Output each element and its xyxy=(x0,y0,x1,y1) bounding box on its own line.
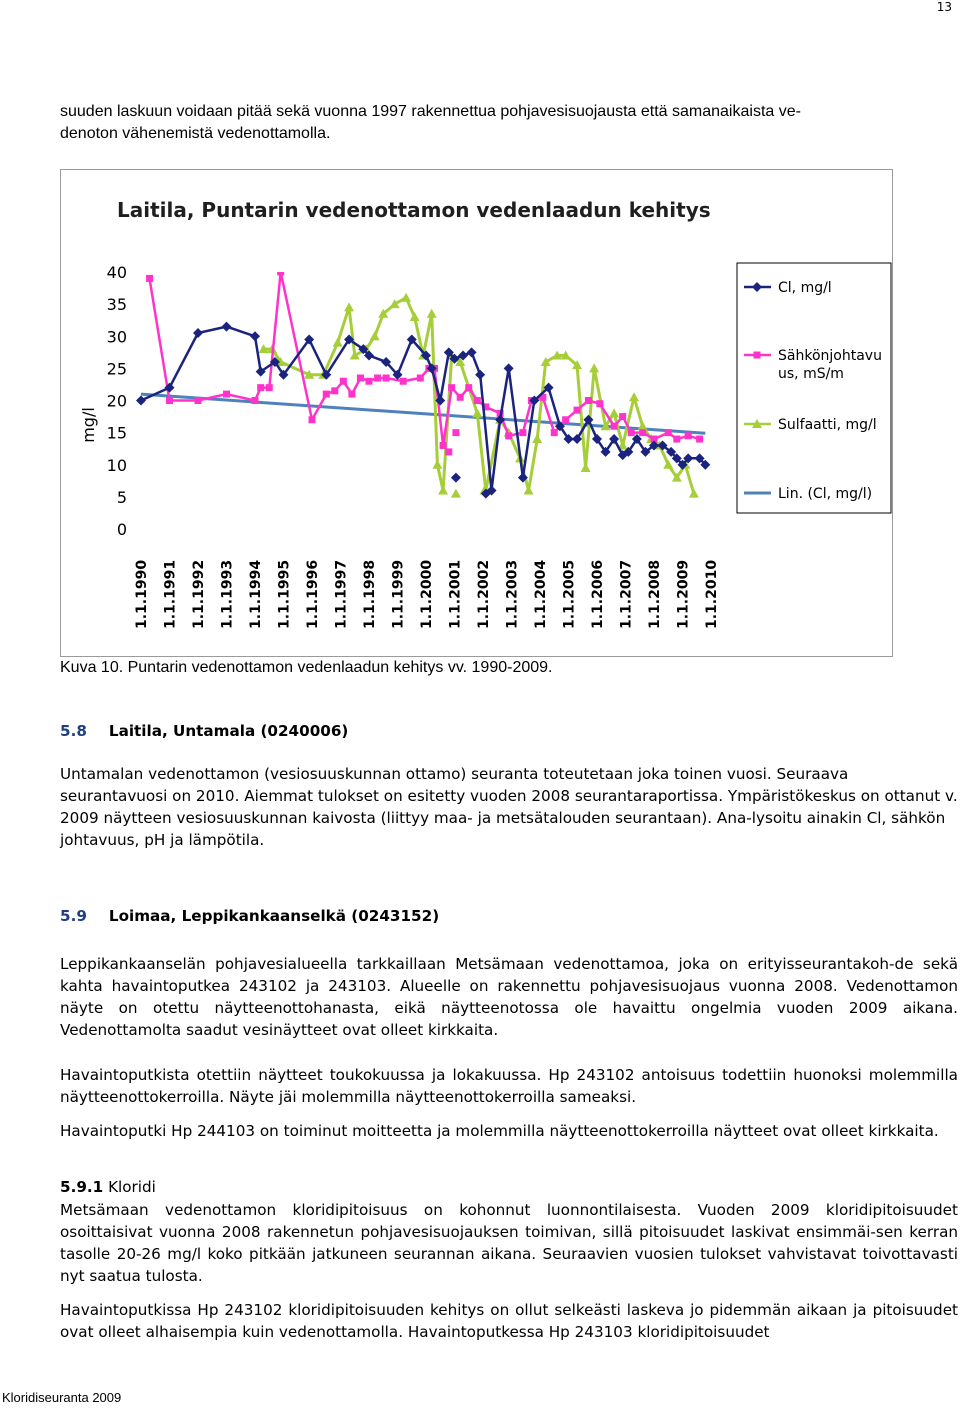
figure-caption: Kuva 10. Puntarin vedenottamon vedenlaadun kehitys vv. 1990-2009. xyxy=(60,659,553,676)
data-point xyxy=(383,375,390,382)
y-tick-label: 35 xyxy=(106,295,127,315)
data-point xyxy=(252,397,259,404)
data-point xyxy=(400,378,407,385)
data-point xyxy=(596,400,603,407)
x-tick-label: 1.1.2003 xyxy=(504,559,521,629)
data-point xyxy=(628,429,635,436)
data-point xyxy=(331,387,338,394)
data-point xyxy=(374,375,381,382)
data-point xyxy=(166,397,173,404)
x-axis-ticks xyxy=(134,560,720,629)
data-point xyxy=(639,429,646,436)
data-point xyxy=(223,391,230,398)
data-point xyxy=(505,432,512,439)
data-point xyxy=(532,434,542,443)
data-point xyxy=(445,448,452,455)
page-number: 13 xyxy=(936,0,952,14)
x-tick-label: 1.1.1994 xyxy=(248,559,264,629)
data-point xyxy=(581,463,591,472)
x-tick-label: 1.1.2009 xyxy=(675,559,692,629)
data-point xyxy=(673,436,680,443)
data-point xyxy=(585,397,592,404)
y-tick-label: 0 xyxy=(116,520,127,539)
data-point xyxy=(370,331,380,340)
x-tick-label: 1.1.1999 xyxy=(390,559,407,629)
data-point xyxy=(589,363,599,372)
data-point xyxy=(250,331,260,341)
data-point xyxy=(467,347,477,357)
y-tick-label: 30 xyxy=(106,327,127,347)
section-5-9-paragraph-2: Havaintoputkista otettiin näytteet toukokuussa ja lokakuussa. Hp 243102 antoisuus todettiin huonoksi molemmilla näytteenottokerroilla. Näyte jäi molemmilla näytteenottokerroilla sameaksi. xyxy=(60,1066,958,1106)
data-point xyxy=(136,396,146,406)
data-point xyxy=(665,429,672,436)
section-number: 5.9 xyxy=(60,907,87,925)
chart-frame xyxy=(60,169,893,657)
data-point xyxy=(583,415,593,425)
data-point xyxy=(195,397,202,404)
data-point xyxy=(551,429,558,436)
intro-paragraph: suuden laskuun voidaan pitää sekä vuonna 1997 rakennettua pohjavesisuojausta että samanaikaista ve- denoton vähenemistä vedenottamolla. xyxy=(60,103,801,142)
data-point xyxy=(427,309,437,318)
data-point xyxy=(609,408,619,417)
data-point xyxy=(344,302,354,311)
x-tick-label: 1.1.1993 xyxy=(219,559,236,629)
legend-box xyxy=(737,263,891,513)
data-point xyxy=(340,378,347,385)
data-point xyxy=(562,416,569,423)
section-5-8-heading xyxy=(60,722,348,740)
data-point xyxy=(619,413,626,420)
data-point xyxy=(440,442,447,449)
y-tick-label: 15 xyxy=(106,423,127,443)
data-point xyxy=(451,489,461,498)
data-point xyxy=(333,338,343,347)
subsection-title: Kloridi xyxy=(108,1178,156,1196)
data-point xyxy=(472,408,482,417)
data-point xyxy=(438,485,448,494)
series-line xyxy=(141,327,705,491)
section-5-9-paragraph-3: Havaintoputki Hp 244103 on toiminut moitteetta ja molemmilla näytteenottokerroilla näytteet ovat olleet kirkkaita. xyxy=(60,1122,939,1140)
x-tick-label: 1.1.2002 xyxy=(476,559,492,629)
data-point xyxy=(685,432,692,439)
data-point xyxy=(448,384,455,391)
series-diamond xyxy=(136,322,710,499)
data-point xyxy=(193,328,203,338)
legend-label: Lin. (Cl, mg/l) xyxy=(778,486,873,502)
data-point xyxy=(574,407,581,414)
data-point xyxy=(266,384,273,391)
data-point xyxy=(323,391,330,398)
data-point xyxy=(410,312,420,321)
data-point xyxy=(357,375,364,382)
data-point xyxy=(474,397,481,404)
x-tick-label: 1.1.2005 xyxy=(561,559,578,629)
y-tick-label: 20 xyxy=(106,391,127,411)
section-5-9-1-paragraph-2: Havaintoputkissa Hp 243102 kloridipitoisuuden kehitys on ollut selkeästi laskeva jo pidemmän aikaan ja pitoisuudet ovat olleet alhaisempia kuin vedenottamolla. Havaintoputkessa Hp 243103 kloridipitoisuudet xyxy=(60,1301,958,1341)
legend-label: Sulfaatti, mg/l xyxy=(778,417,877,433)
data-point xyxy=(277,269,284,276)
data-point xyxy=(257,384,264,391)
section-5-9-1-paragraph-1: Metsämaan vedenottamon kloridipitoisuus on kohonnut luonnontilaisesta. Vuoden 2009 kloridipitoisuudet osoittaisivat vuonna 2008 rakennetun pohjavesisuojauksen toimivan, sillä pitoisuudet laskivat ensimmäi-sen kerran tasolle 20-26 mg/l koko pitkään jatkuneen seurannan aikana. Seuraavien vuosien tulokset vahvistavat toivottavasti nyt saatua tulosta. xyxy=(60,1201,958,1285)
data-point xyxy=(451,473,461,483)
section-title: Laitila, Untamala (0240006) xyxy=(108,722,349,740)
x-tick-label: 1.1.2004 xyxy=(533,559,549,629)
data-point xyxy=(754,352,761,359)
section-5-8-body: Untamalan vedenottamon (vesiosuuskunnan ottamo) seuranta toteutetaan joka toinen vuosi. Seuraava seurantavuosi on 2010. Aiemmat tulokset on esitetty vuoden 2008 seurantaraportissa. Ympäristökeskus on ottanut v. 2009 näytteen vesiosuuskunnan kaivosta (liittyy maa- ja metsätalouden seurantaan). Ana-lysoitu ainakin Cl, sähkön johtavuus, pH ja lämpötila. xyxy=(60,765,958,849)
chart-title: Laitila, Puntarin vedenottamon vedenlaadun kehitys xyxy=(117,198,711,222)
data-point xyxy=(146,275,153,282)
y-tick-label: 5 xyxy=(116,487,127,507)
x-tick-label: 1.1.1996 xyxy=(305,559,321,629)
data-point xyxy=(524,485,534,494)
plot-area xyxy=(136,269,710,499)
data-point xyxy=(417,375,424,382)
y-tick-label: 25 xyxy=(106,359,127,379)
section-number: 5.8 xyxy=(60,722,87,740)
data-point xyxy=(504,363,514,373)
x-tick-label: 1.1.1990 xyxy=(134,559,150,629)
x-tick-label: 1.1.1997 xyxy=(333,559,350,629)
subsection-5-9-1-heading xyxy=(60,1178,156,1196)
data-point xyxy=(663,460,673,469)
y-axis-label: mg/l xyxy=(79,407,98,443)
x-tick-label: 1.1.2006 xyxy=(590,559,606,629)
legend-label: Cl, mg/l xyxy=(778,280,832,296)
data-point xyxy=(401,293,411,302)
footer: Kloridiseuranta 2009 xyxy=(2,1390,122,1405)
data-point xyxy=(309,416,316,423)
data-point xyxy=(366,378,373,385)
x-tick-label: 1.1.1998 xyxy=(362,559,378,629)
data-point xyxy=(465,384,472,391)
data-point xyxy=(611,423,618,430)
data-point xyxy=(638,421,648,430)
data-point xyxy=(457,394,464,401)
section-title: Loimaa, Leppikankaanselkä (0243152) xyxy=(108,907,440,925)
x-tick-label: 1.1.1995 xyxy=(276,559,293,629)
section-5-9-paragraph-1: Leppikankaanselän pohjavesialueella tarkkaillaan Metsämaan vedenottamoa, joka on erityisseurantakoh-de sekä kahta havaintoputkea 243102 ja 243103. Alueelle on rakennettu pohjavesisuojaus vuonna 2008. Vedenottamon näyte on otettu näytteenottohanasta, eikä näytteenotossa ole havaittu ongelmia vuoden 2009 aikana. Vedenottamolta saadut vesinäytteet ovat olleet kirkkaita. xyxy=(60,955,958,1039)
data-point xyxy=(689,489,699,498)
x-tick-label: 1.1.1992 xyxy=(191,559,207,629)
data-point xyxy=(629,392,639,401)
x-tick-label: 1.1.2007 xyxy=(618,559,635,629)
x-tick-label: 1.1.2000 xyxy=(419,559,435,629)
section-5-9-heading xyxy=(60,907,439,925)
subsection-number: 5.9.1 xyxy=(60,1178,104,1196)
x-tick-label: 1.1.2010 xyxy=(704,559,720,629)
water-quality-chart xyxy=(61,170,892,656)
data-point xyxy=(348,391,355,398)
data-point xyxy=(432,460,442,469)
y-tick-label: 40 xyxy=(106,263,127,282)
x-tick-label: 1.1.2001 xyxy=(447,559,464,629)
legend-label: us, mS/m xyxy=(778,366,844,382)
x-tick-label: 1.1.1991 xyxy=(162,559,179,629)
data-point xyxy=(452,429,459,436)
legend xyxy=(737,263,891,513)
data-point xyxy=(519,429,526,436)
y-axis-ticks xyxy=(107,263,127,539)
data-point xyxy=(696,436,703,443)
legend-label: Sähkönjohtavu xyxy=(778,348,882,364)
y-tick-label: 10 xyxy=(106,455,127,475)
x-tick-label: 1.1.2008 xyxy=(647,559,663,629)
data-point xyxy=(222,322,232,332)
data-point xyxy=(475,370,485,380)
